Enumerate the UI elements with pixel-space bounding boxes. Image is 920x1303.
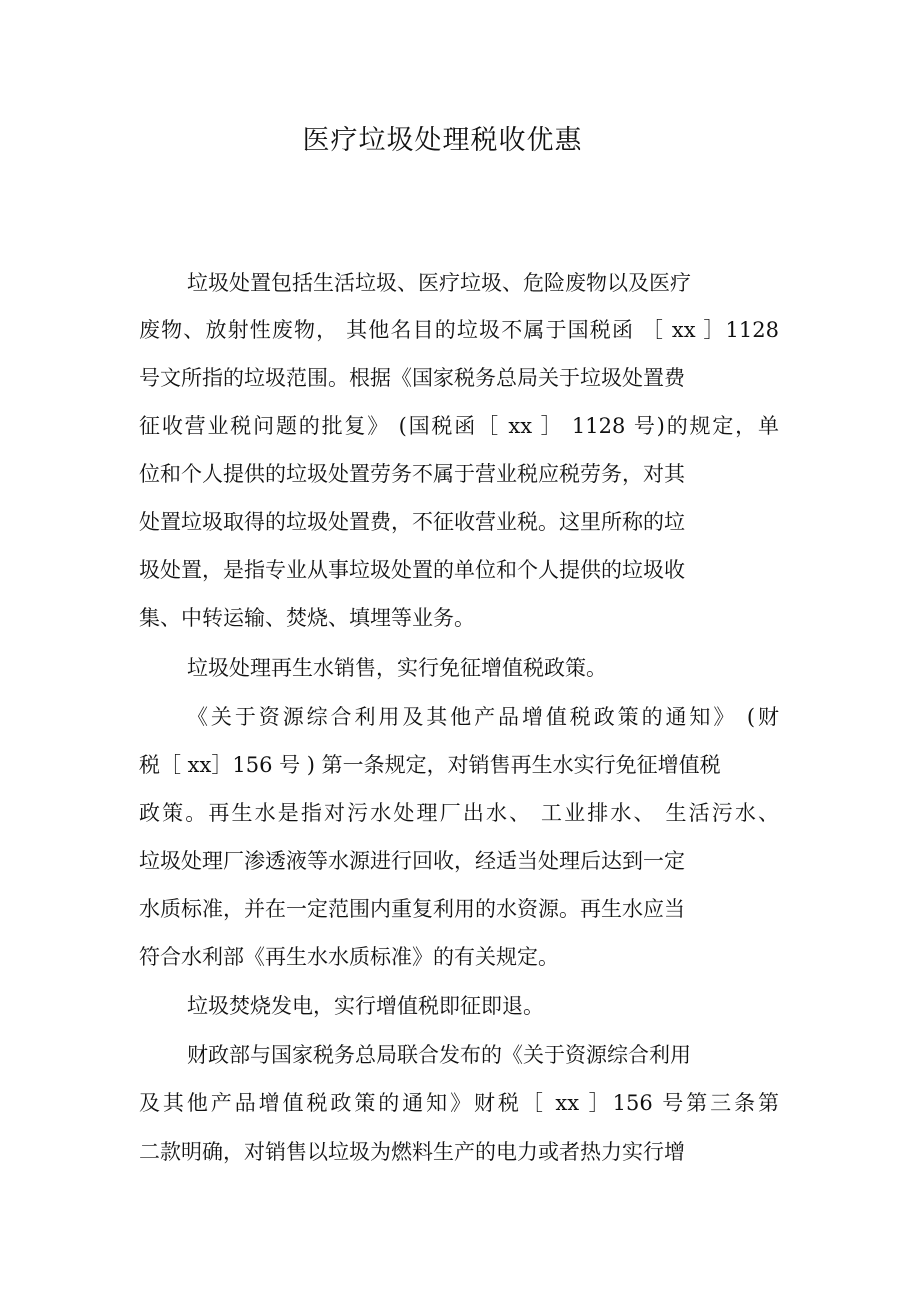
paragraph-line: 处置垃圾取得的垃圾处置费，不征收营业税。这里所称的垃 <box>139 510 685 534</box>
paragraph-line: 垃圾处理再生水销售，实行免征增值税政策。 <box>187 656 607 680</box>
paragraph-line: 《关于资源综合利用及其他产品增值税政策的通知》 (财 <box>187 705 779 729</box>
document-title: 医疗垃圾处理税收优惠 <box>302 125 583 156</box>
paragraph-line: 二款明确，对销售以垃圾为燃料生产的电力或者热力实行增 <box>139 1140 685 1164</box>
paragraph-line: 财政部与国家税务总局联合发布的《关于资源综合利用 <box>187 1043 691 1067</box>
paragraph-line: 位和个人提供的垃圾处置劳务不属于营业税应税劳务，对其 <box>139 462 685 486</box>
paragraph-line: 圾处置，是指专业从事垃圾处置的单位和个人提供的垃圾收 <box>139 558 685 582</box>
paragraph-line: 垃圾焚烧发电，实行增值税即征即退。 <box>187 994 544 1018</box>
paragraph-line: 垃圾处置包括生活垃圾、医疗垃圾、危险废物以及医疗 <box>187 271 691 295</box>
paragraph-line: 废物、放射性废物， 其他名目的垃圾不属于国税函 ［ xx ］1128 <box>139 318 779 342</box>
paragraph-line: 符合水利部《再生水水质标准》的有关规定。 <box>139 945 559 969</box>
paragraph-line: 政策。再生水是指对污水处理厂出水、 工业排水、 生活污水、 <box>139 801 779 825</box>
paragraph-line: 垃圾处理厂渗透液等水源进行回收，经适当处理后达到一定 <box>139 849 685 873</box>
paragraph-line: 号文所指的垃圾范围。根据《国家税务总局关于垃圾处置费 <box>139 366 685 390</box>
paragraph-line: 及其他产品增值税政策的通知》财税［ xx ］156 号第三条第 <box>139 1091 779 1115</box>
paragraph-line: 税［ xx］156 号 ) 第一条规定，对销售再生水实行免征增值税 <box>139 753 721 777</box>
paragraph-line: 水质标准，并在一定范围内重复利用的水资源。再生水应当 <box>139 897 685 921</box>
paragraph-line: 集、中转运输、焚烧、填埋等业务。 <box>139 606 475 630</box>
paragraph-line: 征收营业税问题的批复》 (国税函［ xx ］ 1128 号)的规定，单 <box>139 414 779 438</box>
